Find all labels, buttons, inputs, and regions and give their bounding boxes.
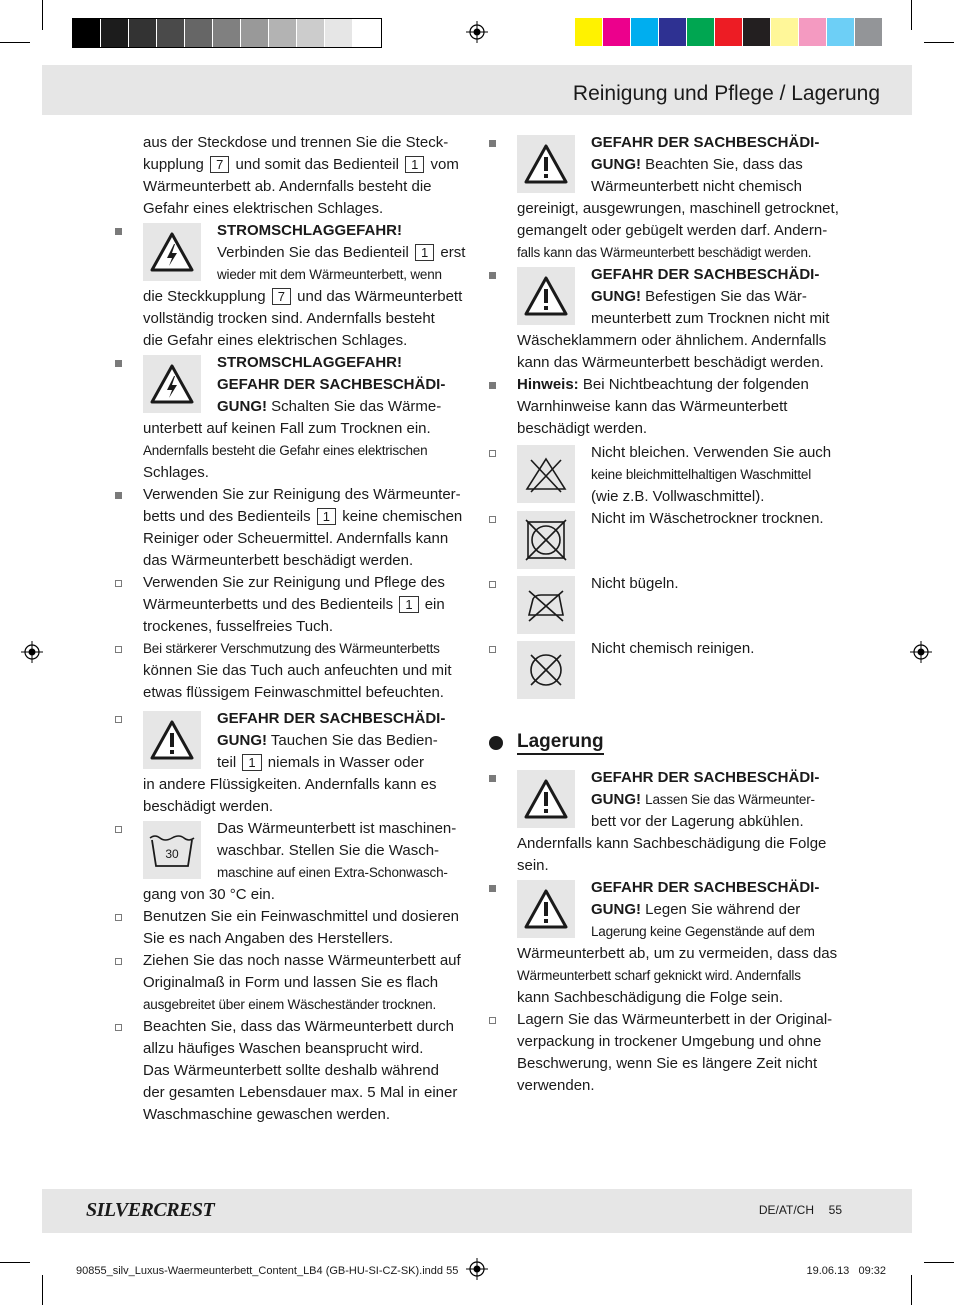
color-swatch bbox=[353, 19, 381, 47]
list-item: STROMSCHLAGGEFAHR! Verbinden Sie das Bedienteil 1 erst wieder mit dem Wärmeunterbett, wenn die Steckkupplung 7 und das Wärmeunterbett vollständig trocken sind. Andernfalls besteht die Gefahr eines elektrischen Schlages. bbox=[143, 220, 467, 352]
color-swatch bbox=[101, 19, 129, 47]
brand-logo: SILVERCREST bbox=[86, 1199, 215, 1221]
color-swatch bbox=[855, 18, 883, 46]
bullet-icon bbox=[115, 646, 122, 653]
list-item: aus der Steckdose und trennen Sie die Steck- kupplung 7 und somit das Bedienteil 1 vom Wärmeunterbett ab. Andernfalls besteht die Gefahr eines elektrischen Schlages. bbox=[143, 134, 459, 217]
footer-info bbox=[759, 1203, 814, 1217]
list-item: Verwenden Sie zur Reinigung und Pflege des Wärmeunterbetts und des Bedienteils 1 ein trockenes, fusselfreies Tuch. bbox=[143, 572, 467, 638]
bullet-icon bbox=[489, 581, 496, 588]
bullet-icon bbox=[489, 140, 496, 147]
crop-mark bbox=[0, 42, 30, 43]
right-column bbox=[517, 132, 842, 1097]
warning-icon bbox=[517, 267, 575, 325]
section-heading: Lagerung bbox=[517, 731, 842, 753]
page-title: Reinigung und Pflege / Lagerung bbox=[572, 82, 880, 105]
color-swatch bbox=[213, 19, 241, 47]
color-swatch bbox=[715, 18, 743, 46]
language-label: DE/AT/CH bbox=[758, 1203, 814, 1217]
crop-mark bbox=[42, 0, 43, 30]
part-number: 1 bbox=[399, 596, 418, 613]
lightning-warning-icon bbox=[143, 223, 201, 281]
warning-icon bbox=[517, 770, 575, 828]
bullet-icon bbox=[115, 580, 122, 587]
list-item: Benutzen Sie ein Feinwaschmittel und dosieren Sie es nach Angaben des Herstellers. bbox=[143, 906, 467, 950]
part-number: 1 bbox=[415, 244, 434, 261]
color-swatch bbox=[659, 18, 687, 46]
crop-mark bbox=[911, 1275, 912, 1305]
part-number: 1 bbox=[317, 508, 336, 525]
color-swatch bbox=[743, 18, 771, 46]
bullet-icon bbox=[115, 716, 122, 723]
color-swatch bbox=[73, 19, 101, 47]
list-item: Nicht im Wäschetrockner trocknen. bbox=[517, 508, 842, 573]
bullet-icon bbox=[489, 516, 496, 523]
registration-mark-icon bbox=[21, 641, 43, 663]
list-item: GEFAHR DER SACHBESCHÄDI- GUNG! Tauchen Sie das Bedien- teil 1 niemals in Wasser oder in andere Flüssigkeiten. Andernfalls kann es beschädigt werden. bbox=[143, 708, 467, 818]
wash-30-icon bbox=[143, 821, 201, 879]
bullet-icon bbox=[489, 272, 496, 279]
gray-color-bar bbox=[72, 18, 382, 48]
warning-icon bbox=[143, 711, 201, 769]
wash-temperature-label: 30 bbox=[165, 847, 179, 861]
warning-icon bbox=[517, 135, 575, 193]
color-swatch bbox=[157, 19, 185, 47]
color-swatch bbox=[129, 19, 157, 47]
slug-filename: 90855_silv_Luxus-Waermeunterbett_Content_LB4 (GB-HU-SI-CZ-SK).indd 55 bbox=[76, 1265, 459, 1277]
no-dry-clean-icon bbox=[517, 641, 575, 699]
bullet-icon bbox=[489, 450, 496, 457]
crop-mark bbox=[924, 42, 954, 43]
color-swatch bbox=[241, 19, 269, 47]
bullet-icon bbox=[115, 914, 122, 921]
list-item: 30 Das Wärmeunterbett ist maschinen- waschbar. Stellen Sie die Wasch- maschine auf einen Extra-Schonwasch- gang von 30 °C ein. bbox=[143, 818, 467, 906]
lightning-warning-icon bbox=[143, 355, 201, 413]
color-swatch bbox=[603, 18, 631, 46]
list-item: GEFAHR DER SACHBESCHÄDI- GUNG! Lassen Sie das Wärmeunter- bett vor der Lagerung abkühlen. Andernfalls kann Sachbeschädigung die Folge sein. bbox=[517, 767, 842, 877]
section-bullet-icon bbox=[489, 736, 503, 750]
registration-mark-icon bbox=[910, 641, 932, 663]
color-swatch bbox=[325, 19, 353, 47]
part-number: 1 bbox=[405, 156, 424, 173]
list-item: Lagern Sie das Wärmeunterbett in der Original- verpackung in trockener Umgebung und ohne Beschwerung, wenn Sie es längere Zeit nicht verwenden. bbox=[517, 1009, 842, 1097]
bullet-icon bbox=[489, 646, 496, 653]
bullet-icon bbox=[115, 1024, 122, 1031]
list-item: STROMSCHLAGGEFAHR! GEFAHR DER SACHBESCHÄDI- GUNG! Schalten Sie das Wärme- unterbett auf keinen Fall zum Trocknen ein. Andernfalls besteht die Gefahr eines elektrischen Schlages. bbox=[143, 352, 467, 484]
list-item: Verwenden Sie zur Reinigung des Wärmeunter- betts und des Bedienteils 1 keine chemischen Reiniger oder Scheuermittel. Andernfalls kann das Wärmeunterbett beschädigt werden. bbox=[143, 484, 467, 572]
no-tumble-dry-icon bbox=[517, 511, 575, 569]
list-item: Nicht chemisch reinigen. bbox=[517, 638, 842, 703]
color-swatch bbox=[771, 18, 799, 46]
color-swatch bbox=[269, 19, 297, 47]
list-item: Ziehen Sie das noch nasse Wärmeunterbett auf Originalmaß in Form und lassen Sie es flach ausgebreitet über einem Wäscheständer trocknen. bbox=[143, 950, 467, 1016]
color-swatch bbox=[687, 18, 715, 46]
bullet-icon bbox=[489, 382, 496, 389]
crop-mark bbox=[42, 1275, 43, 1305]
list-item: Nicht bleichen. Verwenden Sie auch keine bleichmittelhaltigen Waschmittel (wie z.B. Vollwaschmittel). bbox=[517, 442, 842, 508]
bullet-icon bbox=[489, 885, 496, 892]
no-ironing-icon bbox=[517, 576, 575, 634]
bullet-icon bbox=[115, 826, 122, 833]
page-number: 55 bbox=[828, 1203, 842, 1217]
list-item: GEFAHR DER SACHBESCHÄDI- GUNG! Legen Sie während der Lagerung keine Gegenstände auf dem Wärmeunterbett ab, um zu vermeiden, dass das Wärmeunterbett scharf geknickt wird. Andernfalls kann Sachbeschädigung die Folge sein. bbox=[517, 877, 842, 1009]
color-swatch bbox=[185, 19, 213, 47]
part-number: 1 bbox=[242, 754, 261, 771]
crop-mark bbox=[924, 1262, 954, 1263]
warning-icon bbox=[517, 880, 575, 938]
part-number: 7 bbox=[210, 156, 229, 173]
bullet-icon bbox=[489, 775, 496, 782]
list-item: GEFAHR DER SACHBESCHÄDI- GUNG! Befestigen Sie das Wär- meunterbett zum Trocknen nicht mit Wäscheklammern oder ähnlichem. Andernfalls kann das Wärmeunterbett beschädigt werden. bbox=[517, 264, 842, 374]
no-bleach-icon bbox=[517, 445, 575, 503]
slug-datetime: 19.06.13 09:32 bbox=[806, 1265, 886, 1277]
list-item: Beachten Sie, dass das Wärmeunterbett durch allzu häufiges Waschen beansprucht wird. Das Wärmeunterbett sollte deshalb während der gesamten Lebensdauer max. 5 Mal in einer Waschmaschine gewaschen werden. bbox=[143, 1016, 467, 1126]
bullet-icon bbox=[115, 958, 122, 965]
list-item: Nicht bügeln. bbox=[517, 573, 842, 638]
list-item: Bei stärkerer Verschmutzung des Wärmeunterbetts können Sie das Tuch auch anfeuchten und mit etwas flüssigem Feinwaschmittel befeuchten. bbox=[143, 638, 467, 704]
left-column bbox=[143, 132, 467, 1126]
bullet-icon bbox=[489, 1017, 496, 1024]
crop-mark bbox=[0, 1262, 30, 1263]
color-swatch bbox=[799, 18, 827, 46]
list-item: Hinweis: Bei Nichtbeachtung der folgenden Warnhinweise kann das Wärmeunterbett beschädigt werden. bbox=[517, 374, 842, 440]
process-color-bar bbox=[575, 18, 883, 46]
list-item: GEFAHR DER SACHBESCHÄDI- GUNG! Beachten Sie, dass das Wärmeunterbett nicht chemisch gereinigt, ausgewrungen, maschinell getrocknet, gemangelt oder gebügelt werden darf. Andern- falls kann das Wärmeunterbett beschädigt werden. bbox=[517, 132, 842, 264]
bullet-icon bbox=[115, 228, 122, 235]
part-number: 7 bbox=[272, 288, 291, 305]
color-swatch bbox=[575, 18, 603, 46]
color-swatch bbox=[827, 18, 855, 46]
bullet-icon bbox=[115, 360, 122, 367]
registration-mark-icon bbox=[466, 1258, 488, 1280]
crop-mark bbox=[911, 0, 912, 30]
color-swatch bbox=[631, 18, 659, 46]
bullet-icon bbox=[115, 492, 122, 499]
registration-mark-icon bbox=[466, 21, 488, 43]
color-swatch bbox=[297, 19, 325, 47]
